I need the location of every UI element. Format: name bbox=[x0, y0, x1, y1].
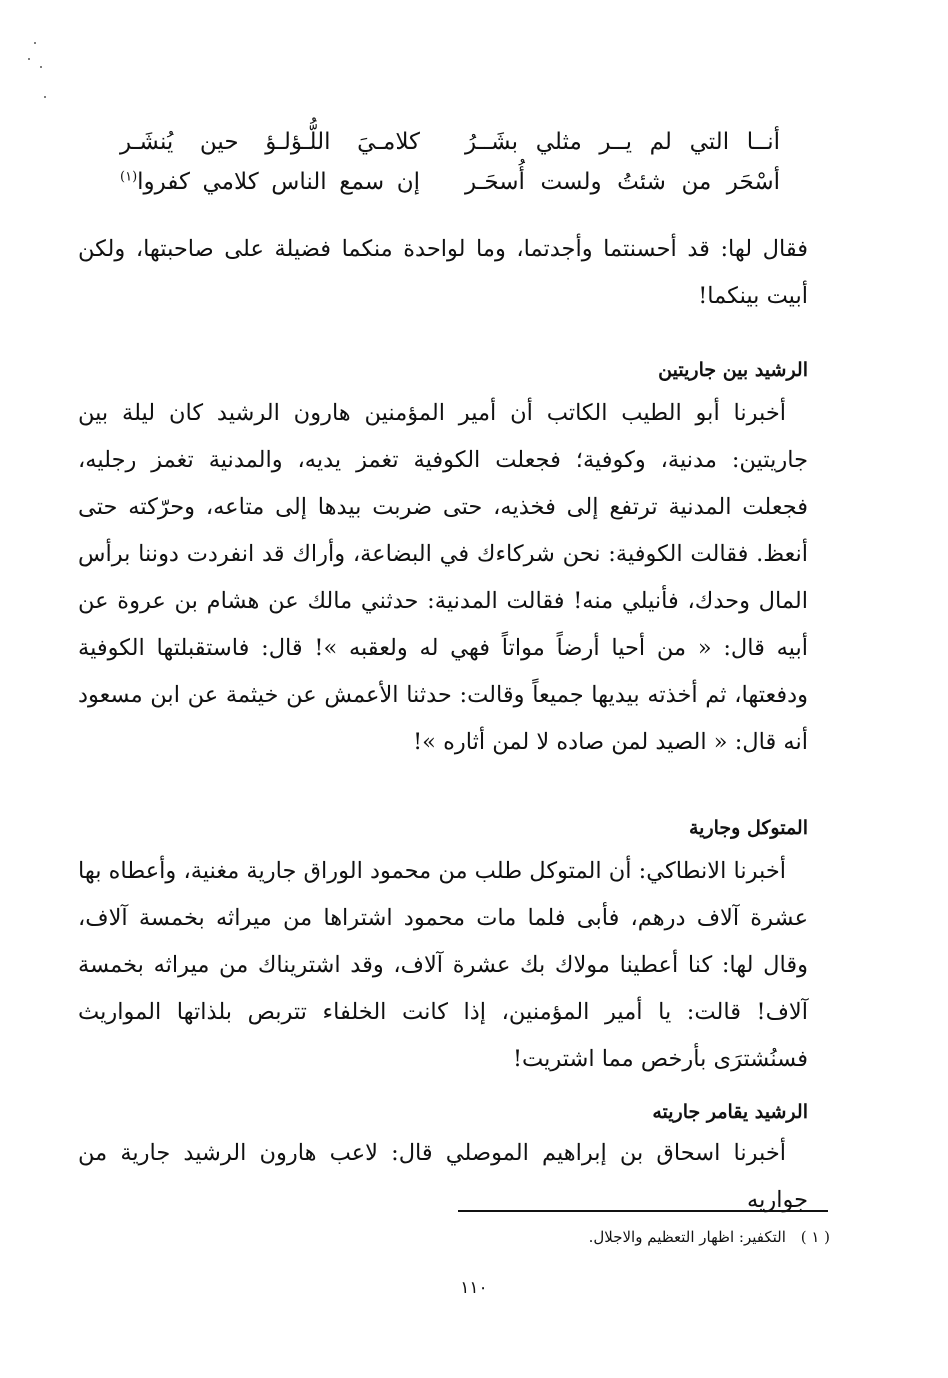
scan-speck bbox=[44, 96, 46, 98]
section-rashid-two-maids bbox=[78, 356, 808, 766]
opening-paragraph: فقال لها: قد أحسنتما وأجدتما، وما لواحدة منكما فضيلة على صاحبتها، ولكن أبيت بينكما! bbox=[78, 236, 808, 309]
scan-speck bbox=[28, 58, 30, 60]
poem-line-2-second-text: إن سمع الناس كلامي كفروا bbox=[137, 169, 420, 195]
page-number: ١١٠ bbox=[460, 1278, 488, 1298]
section-heading: المتوكل وجارية bbox=[688, 817, 808, 839]
section-rashid-gambles bbox=[78, 1098, 808, 1224]
footnote-reference-mark: (١) bbox=[120, 169, 138, 185]
footnote bbox=[460, 1226, 830, 1248]
footnote-number: ( ١ ) bbox=[800, 1228, 830, 1246]
poem-line-1-second-hemistich: كلامـيَ اللُّـؤلـؤ حين يُنشَـر bbox=[120, 129, 420, 155]
section-body: أخبرنا أبو الطيب الكاتب أن أمير المؤمنين هارون الرشيد كان ليلة بين جاريتين: مدنية، وكوفية؛ فجعلت الكوفية تغمز يديه، والمدنية تغمز رجليه، فجعلت المدنية ترتفع إلى فخذيه، حتى ضربت بيدها إلى متاعه، وحرّكته حتى أنعظ. فقالت الكوفية: نحن شركاءك في البضاعة، وأراك قد انفردت دوننا برأس المال وحدك، فأنيلي منه! فقالت المدنية: حدثني مالك عن هشام بن عروة عن أبيه قال: « من أحيا أرضاً مواتاً فهي له ولعقبه »! قال: فاستقبلتها الكوفية ودفعتها، ثم أخذته بيديها جميعاً وقالت: حدثنا الأعمش عن خيثمة عن ابن مسعود أنه قال: « الصيد لمن صاده لا لمن أثاره »! bbox=[78, 400, 808, 755]
footnote-divider bbox=[458, 1210, 828, 1212]
scan-speck bbox=[40, 66, 42, 68]
poem-line-2-second-hemistich bbox=[120, 169, 420, 195]
section-body: أخبرنا اسحاق بن إبراهيم الموصلي قال: لاعب هارون الرشيد جارية من جواريه bbox=[78, 1140, 808, 1213]
opening-paragraph-block bbox=[78, 226, 808, 320]
poem-line-2-first-hemistich: أسْحَر من شئتُ ولست أُسحَـر bbox=[465, 169, 780, 195]
section-heading: الرشيد يقامر جاريته bbox=[652, 1101, 808, 1123]
section-body: أخبرنا الانطاكي: أن المتوكل طلب من محمود الوراق جارية مغنية، وأعطاه بها عشرة آلاف درهم، فأبى فلما مات محمود اشتراها من ميراثه بخمسة آلاف، وقال لها: كنا أعطينا مولاك بك عشرة آلاف، وقد اشتريناك من ميراثه بخمسة آلاف! قالت: يا أمير المؤمنين، إذا كانت الخلفاء تتربص بلذاتها المواريث فسنُشترَى بأرخص مما اشتريت! bbox=[78, 858, 808, 1072]
section-heading: الرشيد بين جاريتين bbox=[658, 359, 808, 381]
footnote-text: التكفير: اظهار التعظيم والاجلال. bbox=[588, 1228, 786, 1246]
section-mutawakkil-maid bbox=[78, 814, 808, 1083]
scan-speck bbox=[34, 42, 36, 44]
poem-line-1-first-hemistich: أنــا التي لم يــر مثلي بشَــرُ bbox=[465, 129, 780, 155]
poem-line-1 bbox=[120, 122, 780, 162]
poem-line-2 bbox=[120, 162, 780, 202]
poem-verses bbox=[120, 122, 780, 202]
